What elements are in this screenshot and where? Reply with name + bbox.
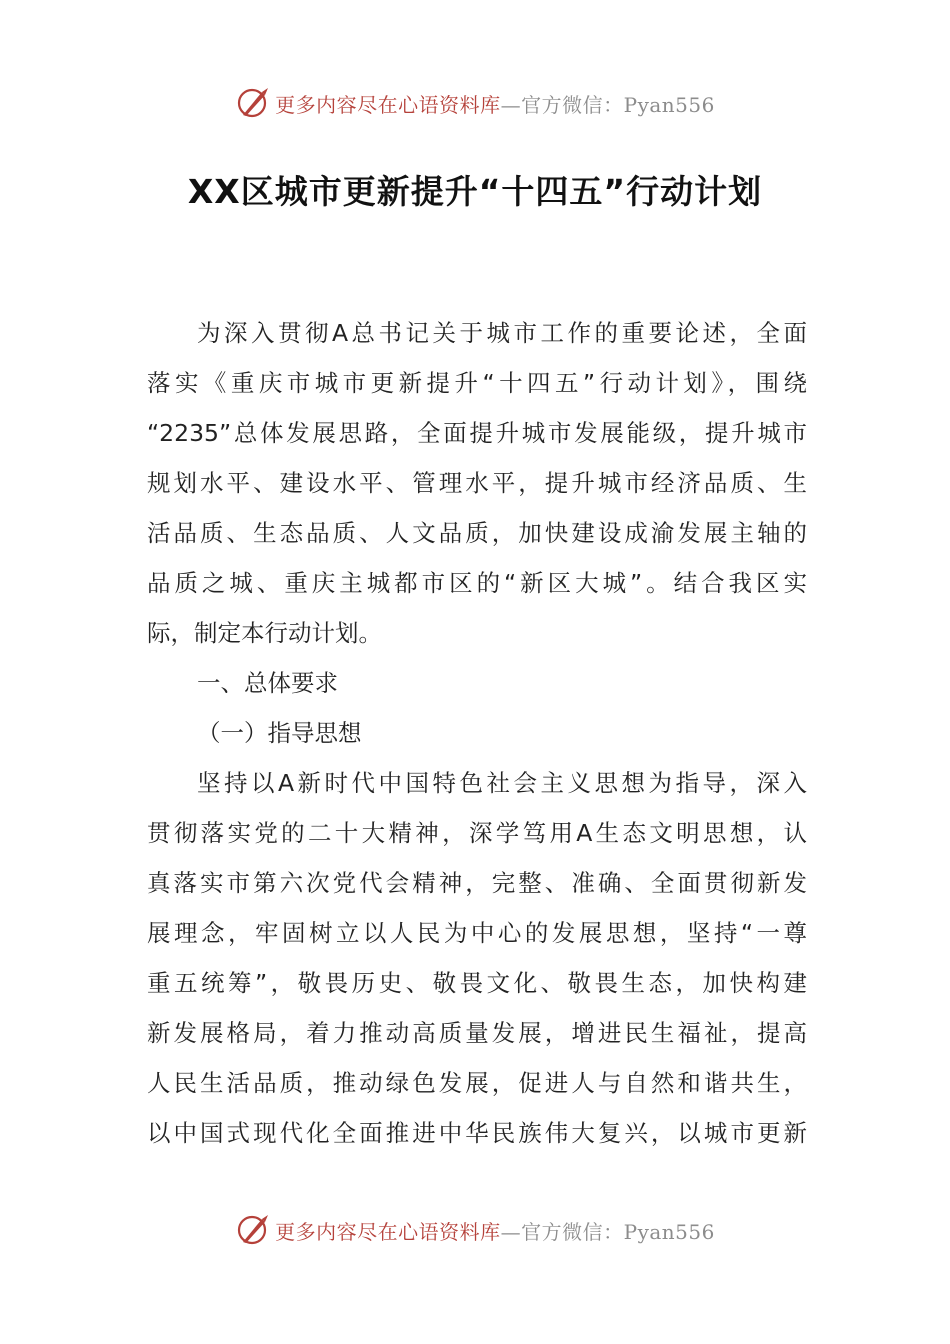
- paragraph-line: 人民生活品质，推动绿色发展，促进人与自然和谐共生，: [147, 1069, 807, 1097]
- watermark-footer: [0, 1210, 950, 1250]
- paragraph-line: 真落实市第六次党代会精神，完整、准确、全面贯彻新发: [147, 869, 807, 897]
- paragraph-line: 规划水平、建设水平、管理水平，提升城市经济品质、生: [147, 469, 807, 497]
- watermark-main-text: 更多内容尽在心语资料库: [275, 1219, 501, 1244]
- paragraph-line: 为深入贯彻A总书记关于城市工作的重要论述，全面: [197, 319, 807, 347]
- paragraph-line: “2235”总体发展思路，全面提升城市发展能级，提升城市: [147, 419, 807, 447]
- paragraph-line: 重五统筹”，敬畏历史、敬畏文化、敬畏生态，加快构建: [147, 969, 807, 997]
- subsection-heading: （一）指导思想: [197, 719, 362, 747]
- paragraph-line: 际，制定本行动计划。: [147, 619, 382, 647]
- document-body: [147, 308, 807, 1158]
- paragraph-line: 落实《重庆市城市更新提升“十四五”行动计划》，围绕: [147, 369, 807, 397]
- watermark-main-text: 更多内容尽在心语资料库: [275, 92, 501, 117]
- watermark-text: [275, 89, 715, 118]
- paragraph-line: 以中国式现代化全面推进中华民族伟大复兴，以城市更新: [147, 1119, 807, 1147]
- watermark-header: [0, 83, 950, 123]
- paragraph-line: 新发展格局，着力推动高质量发展，增进民生福祉，提高: [147, 1019, 807, 1047]
- paragraph-line: 活品质、生态品质、人文品质，加快建设成渝发展主轴的: [147, 519, 807, 547]
- paragraph-line: 展理念，牢固树立以人民为中心的发展思想，坚持“一尊: [147, 919, 807, 947]
- quill-pen-icon: [235, 85, 271, 121]
- watermark-contact-text: —官方微信：Pyan556: [500, 1219, 715, 1244]
- watermark-contact-text: —官方微信：Pyan556: [500, 92, 715, 117]
- section-heading: 一、总体要求: [197, 669, 338, 697]
- document-title: XX区城市更新提升“十四五”行动计划: [187, 172, 763, 211]
- paragraph-line: 坚持以A新时代中国特色社会主义思想为指导，深入: [197, 769, 807, 797]
- watermark-text: [275, 1216, 715, 1245]
- quill-pen-icon: [235, 1212, 271, 1248]
- paragraph-line: 品质之城、重庆主城都市区的“新区大城”。结合我区实: [147, 569, 807, 597]
- paragraph-line: 贯彻落实党的二十大精神，深学笃用A生态文明思想，认: [147, 819, 807, 847]
